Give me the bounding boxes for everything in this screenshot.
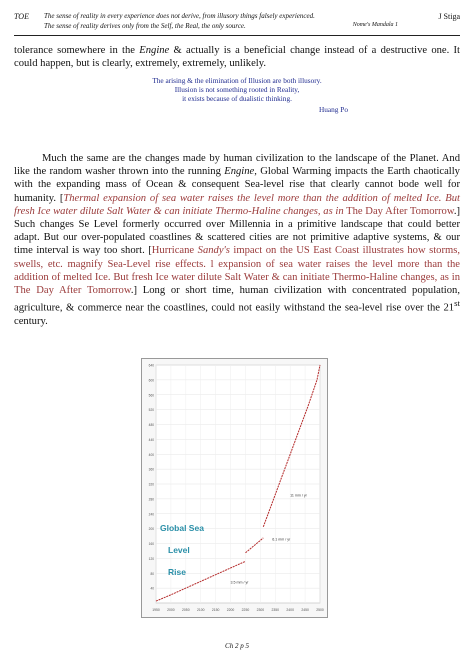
p2-text-e: century.	[14, 315, 48, 327]
p2-red-1: Thermal expansion of sea water raises the level more than the addition of melted Ice. But fresh Ice water dilute Salt Water & can initiate Thermo-Haline changes, as in	[14, 192, 460, 217]
y-tick-label: 640	[148, 363, 154, 368]
sea-level-chart	[141, 358, 328, 618]
x-tick-label: 2100	[196, 608, 205, 612]
y-tick-label: 360	[148, 467, 154, 472]
header-toe: TOE	[14, 12, 29, 21]
y-tick-label: 320	[148, 482, 154, 487]
rate-annotation: 6.1 mm / yr	[272, 537, 291, 542]
x-tick-label: 2250	[241, 608, 250, 612]
x-tick-label: 2050	[182, 608, 190, 612]
y-tick-label: 240	[148, 512, 154, 517]
p1-text-a: tolerance somewhere in the	[14, 45, 140, 56]
p2-text-c: .] Such changes Se Level formerly occurred over Millennia in a primitive landscape that could better adapt. But our over-populated coastlines & scattered cities are not primitive adaptive systems, & our time interval is way too short. [	[14, 205, 460, 257]
chart-title-line: Rise	[168, 567, 186, 577]
quote-attribution: Huang Po	[319, 105, 348, 114]
p1-text-b: & actually is a beneficial change instead of a destructive one. It could happen, but is clearly, extremely, extremely, unlikely.	[14, 45, 460, 70]
x-tick-label: 2300	[256, 608, 265, 612]
quote-line-3: it exists because of dualistic thinking.	[182, 94, 292, 103]
p2-engine: Engine	[224, 166, 255, 178]
paragraph-2	[14, 152, 460, 328]
header-line-2: The sense of reality derives only from the Self, the Real, the only source.	[44, 22, 246, 30]
p2-text-b: , Global Warming impacts the Earth chaotically with the expanding mass of Ocean & consequent Sea-level rise that clearly cannot bode well for humanity. [	[14, 166, 460, 204]
page-header	[14, 9, 460, 36]
x-tick-label: 2350	[271, 608, 280, 612]
p2-film-1: The Day After Tomorrow	[343, 205, 454, 217]
x-tick-label: 1950	[152, 608, 160, 612]
p2-text-d: .] Long or short time, human civilization with concentrated population, agriculture, & commerce near the coastlines, could not easily withstand the sea-level rise over the 21	[14, 285, 460, 314]
x-tick-label: 2000	[167, 608, 175, 612]
p2-sup: st	[454, 298, 460, 309]
y-tick-label: 200	[148, 527, 154, 532]
chart-svg	[142, 359, 327, 617]
y-tick-label: 40	[150, 586, 154, 591]
header-source: Nome's Mandala 1	[352, 22, 398, 28]
page-footer: Ch 2 p 5	[225, 642, 249, 650]
quote-line-1: The arising & the elimination of Illusion are both illusory.	[152, 76, 322, 85]
y-tick-label: 160	[148, 542, 154, 546]
quote-line-2: Illusion is not something rooted in Reality,	[174, 85, 300, 94]
y-tick-label: 400	[148, 452, 154, 457]
p2-text-a: Much the same are the changes made by human civilization to the landscape of the Planet. And like the random washer thrown into the running	[14, 153, 460, 178]
y-tick-label: 560	[148, 393, 154, 398]
p2-red-2: Hurricane	[151, 245, 198, 257]
chart-title-line: Level	[168, 545, 190, 555]
rate-annotation: 11 mm / yr	[290, 493, 307, 498]
p2-red-3: impact on the US East Coast illustrates how storms, swells, etc. magnify Sea-Level rise effects. l expansion of sea water raises the level more than the addition of melted Ice. But fresh Ice water dilute Salt Water & can initiate Thermo-Haline changes, as in The Day After Tomorrow	[14, 245, 460, 297]
chart-title-line: Global Sea	[160, 523, 204, 533]
x-tick-label: 2400	[286, 608, 294, 612]
header-line-1: The sense of reality in every experience does not derive, from illusory things falsely experienced.	[44, 12, 315, 20]
x-tick-label: 2450	[301, 608, 309, 612]
p2-sandy: Sandy's	[197, 245, 230, 257]
y-tick-label: 280	[148, 497, 154, 502]
y-tick-label: 600	[148, 378, 154, 383]
y-tick-label: 480	[148, 423, 154, 427]
header-author: J Stiga	[438, 12, 460, 21]
p1-engine: Engine	[139, 45, 170, 56]
y-tick-label: 520	[148, 408, 154, 413]
y-tick-label: 440	[148, 437, 154, 442]
y-tick-label: 80	[150, 571, 154, 576]
y-tick-label: 120	[148, 556, 154, 561]
x-tick-label: 2200	[226, 608, 235, 612]
x-tick-label: 2500	[316, 608, 324, 612]
rate-annotation: 3.5 mm / yr	[230, 580, 249, 585]
x-tick-label: 2150	[211, 608, 220, 612]
paragraph-1	[14, 44, 460, 70]
huang-po-quote	[14, 76, 460, 114]
